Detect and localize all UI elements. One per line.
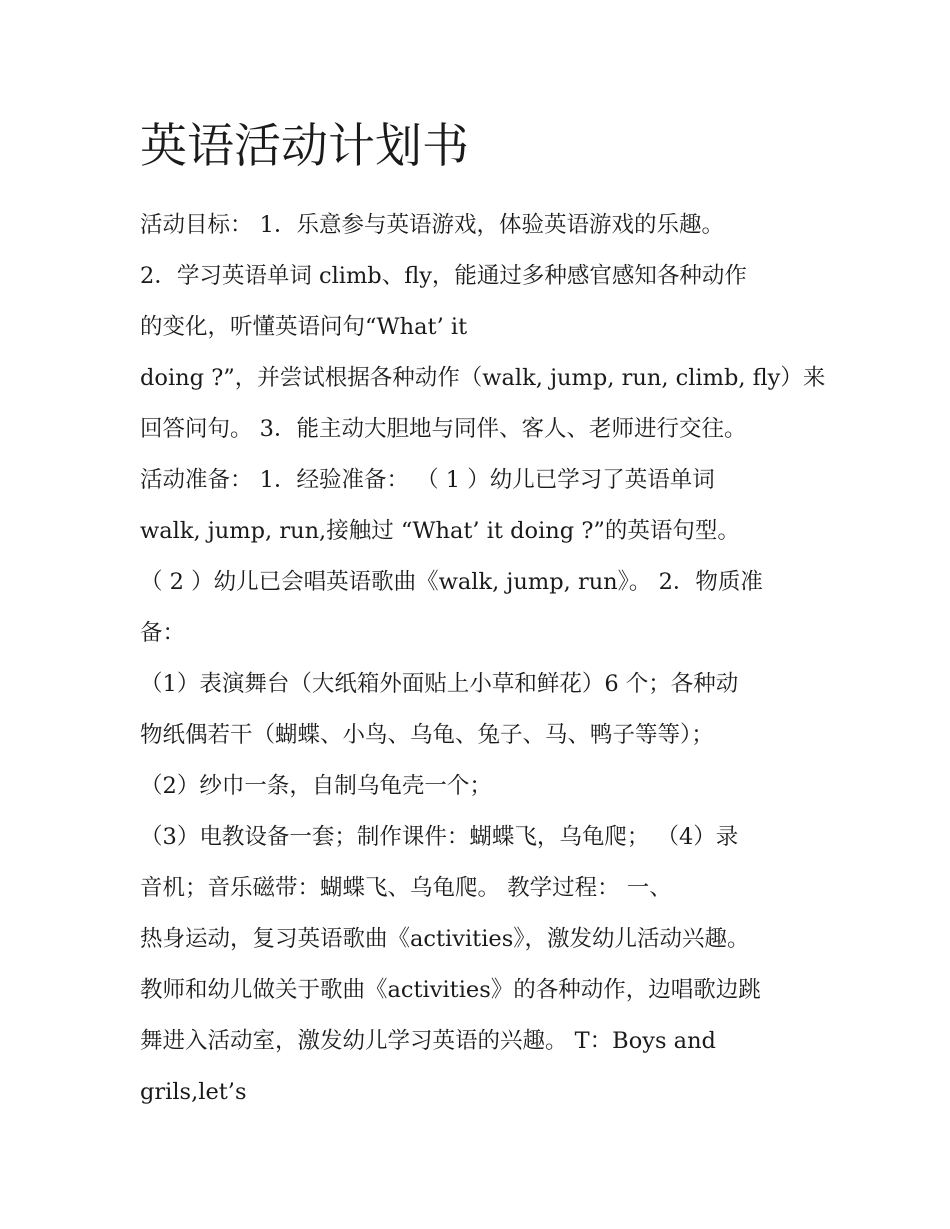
body-line: 舞进入活动室，激发幼儿学习英语的兴趣。 T：Boys and: [140, 1028, 716, 1054]
body-line: 活动目标： 1．乐意参与英语游戏，体验英语游戏的乐趣。: [140, 212, 724, 238]
document-page: [140, 112, 830, 1118]
body-line: 活动准备： 1．经验准备： （ 1 ）幼儿已学习了英语单词: [140, 467, 715, 493]
body-line: （ 2 ）幼儿已会唱英语歌曲《walk, jump, run》。 2．物质准: [140, 569, 763, 595]
body-line: 2．学习英语单词 climb、fly，能通过多种感官感知各种动作: [140, 263, 747, 289]
body-line: 的变化，听懂英语问句“What’ it: [140, 314, 468, 340]
body-line: （2）纱巾一条，自制乌龟壳一个；: [140, 773, 492, 799]
body-line: 音机；音乐磁带：蝴蝶飞、乌龟爬。 教学过程： 一、: [140, 875, 672, 901]
body-line: 回答问句。 3．能主动大胆地与同伴、客人、老师进行交往。: [140, 416, 747, 442]
body-line: 备：: [140, 620, 186, 646]
document-title: 英语活动计划书: [140, 119, 469, 174]
body-line: doing ?”，并尝试根据各种动作（walk, jump, run, climb, fly）来: [140, 365, 826, 391]
document-body: [140, 200, 830, 1118]
body-line: （3）电教设备一套；制作课件：蝴蝶飞，乌龟爬； （4）录: [140, 824, 739, 850]
body-line: grils,let’s: [140, 1079, 247, 1105]
body-line: 热身运动，复习英语歌曲《activities》，激发幼儿活动兴趣。: [140, 926, 750, 952]
body-line: 物纸偶若干（蝴蝶、小鸟、乌龟、兔子、马、鸭子等等）；: [140, 722, 714, 748]
body-line: 教师和幼儿做关于歌曲《activities》的各种动作，边唱歌边跳: [140, 977, 761, 1003]
body-line: walk, jump, run,接触过 “What’ it doing ?”的英语句型。: [140, 518, 740, 544]
body-line: （1）表演舞台（大纸箱外面贴上小草和鲜花）6 个；各种动: [140, 671, 739, 697]
